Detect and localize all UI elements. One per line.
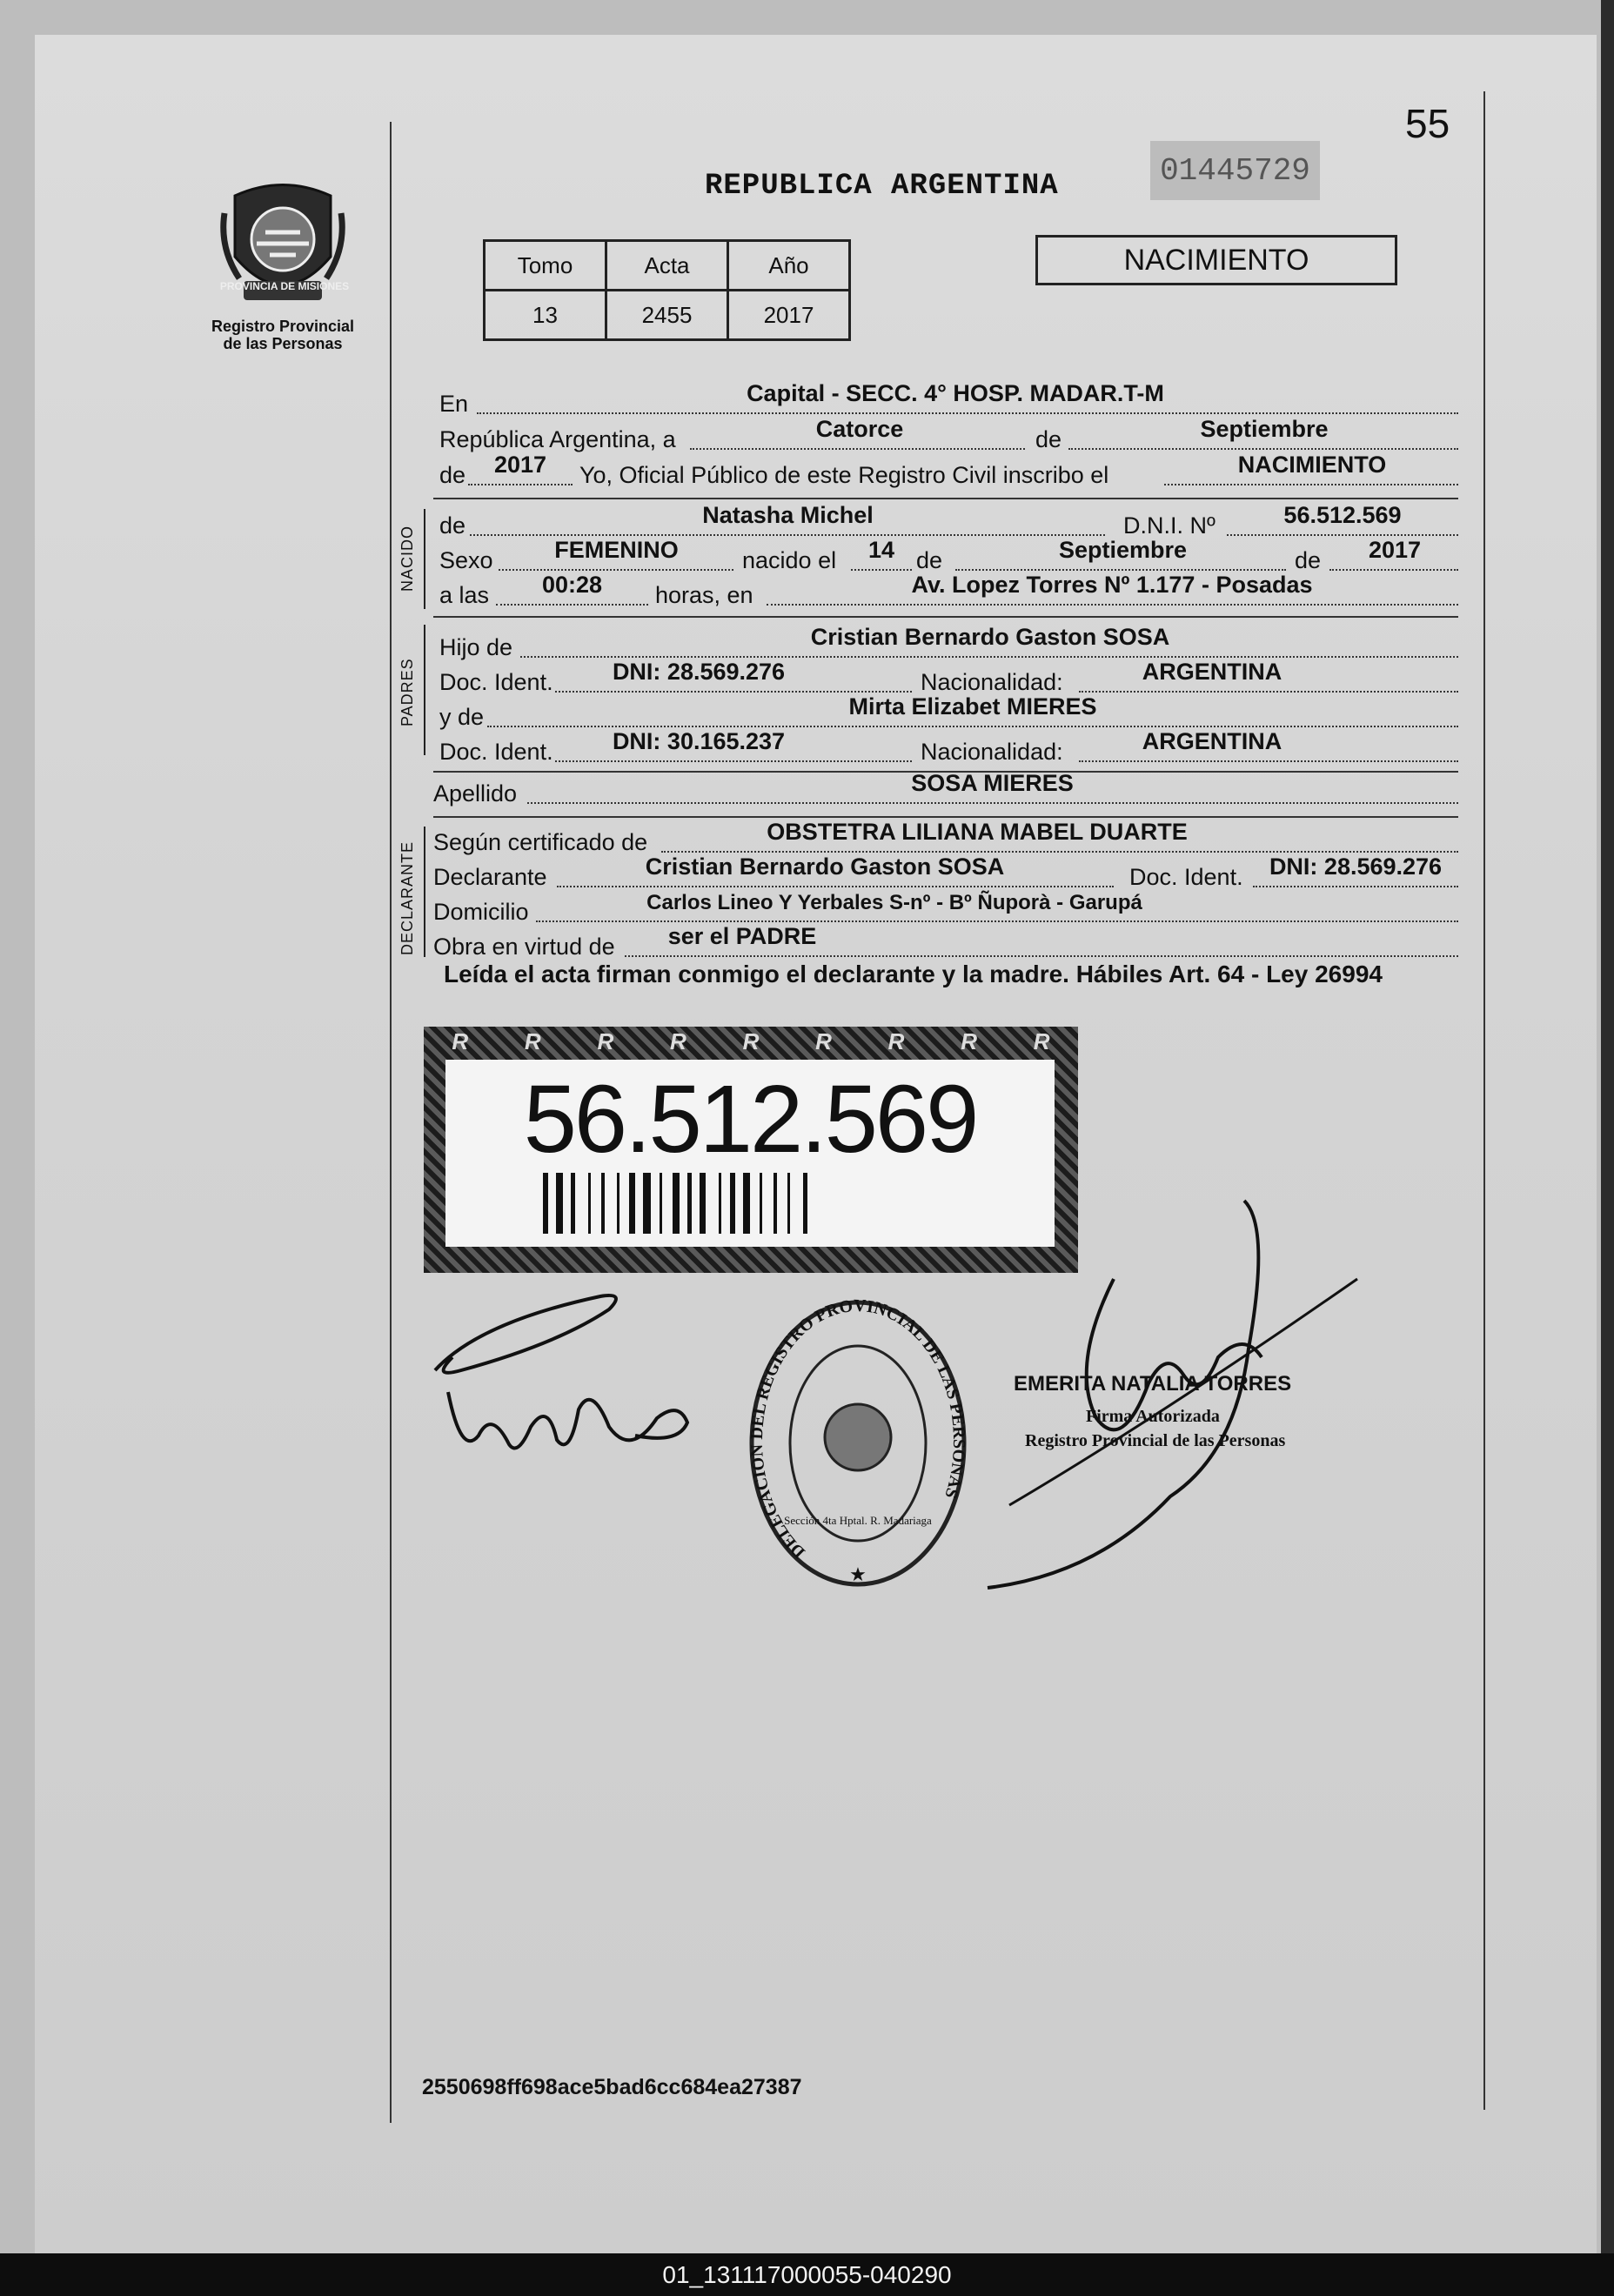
pattern-letter: R [1033, 1028, 1050, 1054]
record-header-acta: Acta [606, 241, 728, 291]
signature-right [983, 1192, 1366, 1601]
value-madre-nac: ARGENTINA [1142, 728, 1282, 754]
value-declarante-doc: DNI: 28.569.276 [1269, 853, 1443, 880]
value-lugar: Av. Lopez Torres Nº 1.177 - Posadas [911, 572, 1313, 598]
pattern-letter: R [452, 1028, 469, 1054]
value-nombre: Natasha Michel [702, 502, 874, 528]
value-apellido: SOSA MIERES [911, 770, 1074, 796]
row-y-de [433, 693, 1458, 731]
label-declarante: Declarante [433, 864, 547, 890]
value-hora: 00:28 [541, 572, 603, 598]
label-declarante-doc: Doc. Ident. [1129, 864, 1243, 890]
value-certificado: OBSTETRA LILIANA MABEL DUARTE [767, 819, 1188, 845]
label-obra: Obra en virtud de [433, 934, 615, 960]
label-hijo-de: Hijo de [439, 634, 513, 660]
value-en: Capital - SECC. 4° HOSP. MADAR.T-M [747, 380, 1164, 406]
label-en: En [439, 391, 469, 417]
signer-office: Registro Provincial de las Personas [1025, 1431, 1286, 1450]
row-en [433, 380, 1458, 418]
logo-caption [200, 318, 365, 352]
label-y-de: y de [439, 704, 485, 730]
row-hora [433, 574, 1458, 609]
seal-inner-text: Sección 4ta Hptal. R. Madariaga [784, 1514, 932, 1527]
label-nac-de: de [916, 547, 943, 573]
value-padre-nac: ARGENTINA [1142, 659, 1282, 685]
logo-caption-line2: de las Personas [223, 335, 343, 352]
value-dni: 56.512.569 [1283, 502, 1402, 528]
separator-4 [433, 816, 1458, 818]
label-nac-de2: de [1295, 547, 1322, 573]
value-domicilio: Carlos Lineo Y Yerbales S-nº - Bº Ñuporà - Garupá [646, 891, 1142, 914]
label-nacido-de: de [439, 512, 466, 539]
value-padre-doc: DNI: 28.569.276 [612, 659, 786, 685]
row-nacido-de [433, 502, 1458, 539]
separator-2 [433, 616, 1458, 618]
logo-text: PROVINCIA DE MISIONES [219, 280, 350, 292]
signer-role: Firma Autorizada [1086, 1407, 1220, 1426]
value-madre: Mirta Elizabet MIERES [848, 693, 1097, 720]
left-margin-line [390, 122, 392, 2123]
side-label-padres: PADRES [398, 658, 416, 726]
page-number: 55 [1405, 101, 1450, 146]
pattern-letter: R [742, 1028, 760, 1054]
record-table [483, 239, 851, 341]
logo-caption-line1: Registro Provincial [211, 318, 355, 335]
label-oficial: Yo, Oficial Público de este Registro Civil inscribo el [579, 462, 1109, 488]
document-title: REPUBLICA ARGENTINA [705, 170, 1059, 203]
row-obra [433, 923, 1458, 961]
sticker-pattern [424, 1027, 1078, 1056]
side-label-declarante: DECLARANTE [398, 840, 416, 955]
side-label-nacido: NACIDO [398, 525, 416, 592]
value-madre-doc: DNI: 30.165.237 [612, 728, 786, 754]
record-value-tomo: 13 [485, 291, 606, 340]
record-header-tomo: Tomo [485, 241, 606, 291]
label-padre-nac: Nacionalidad: [921, 669, 1063, 695]
bracket-declarante [424, 827, 425, 957]
label-apellido: Apellido [433, 780, 518, 807]
row-apellido [433, 770, 1458, 807]
sticker-panel [445, 1060, 1055, 1247]
row-sexo [433, 539, 1458, 574]
record-header-anio: Año [728, 241, 850, 291]
pattern-letter: R [887, 1028, 905, 1054]
barcode [543, 1173, 952, 1234]
value-anio: 2017 [493, 452, 547, 478]
row-padre-doc [433, 661, 1458, 696]
pattern-letter: R [670, 1028, 686, 1054]
value-dia: Catorce [815, 416, 904, 442]
row-domicilio [433, 891, 1458, 926]
record-value-acta: 2455 [606, 291, 728, 340]
pattern-letter: R [597, 1028, 614, 1054]
dni-sticker [424, 1027, 1078, 1273]
label-sexo: Sexo [439, 547, 493, 573]
pattern-letter: R [961, 1028, 977, 1054]
label-republica: República Argentina, a [439, 426, 676, 452]
label-de2: de [439, 462, 466, 488]
value-obra: ser el PADRE [667, 923, 817, 949]
document-hash: 2550698ff698ace5bad6cc684ea27387 [422, 2075, 802, 2099]
label-nacido-el: nacido el [742, 547, 837, 573]
row-hijo-de [433, 626, 1458, 661]
label-de: de [1035, 426, 1062, 452]
label-horas-en: horas, en [655, 582, 753, 608]
record-value-anio: 2017 [728, 291, 850, 340]
value-mes: Septiembre [1200, 416, 1329, 442]
row-madre-doc [433, 728, 1458, 766]
signature-left [426, 1270, 713, 1488]
label-madre-doc: Doc. Ident. [439, 739, 553, 765]
right-margin-line [1483, 91, 1485, 2110]
serial-number: 01445729 [1150, 141, 1320, 200]
label-domicilio: Domicilio [433, 899, 529, 925]
pattern-letter: R [524, 1028, 541, 1054]
row-certificado [433, 821, 1458, 856]
label-madre-nac: Nacionalidad: [921, 739, 1063, 765]
document-type-box: NACIMIENTO [1035, 235, 1397, 285]
label-a-las: a las [439, 582, 490, 608]
value-sexo: FEMENINO [554, 537, 679, 563]
signer-name: EMERITA NATALIA TORRES [1014, 1372, 1292, 1396]
svg-text:★: ★ [849, 1563, 867, 1585]
separator-1 [433, 498, 1458, 499]
bracket-padres [424, 625, 425, 755]
row-oficial [433, 454, 1458, 489]
seal-outer-text: DELEGACION DEL REGISTRO PROVINCIAL DE LAS PERSONAS [747, 1295, 969, 1563]
row-declarante [433, 853, 1458, 891]
value-padre: Cristian Bernardo Gaston SOSA [810, 624, 1170, 650]
closing-text: Leída el acta firman conmigo el declarante y la madre. Hábiles Art. 64 - Ley 26994 [444, 961, 1383, 987]
sticker-number: 56.512.569 [523, 1066, 977, 1173]
value-inscribo: NACIMIENTO [1237, 452, 1387, 478]
row-republica [433, 418, 1458, 453]
value-nac-anio: 2017 [1368, 537, 1422, 563]
pattern-letter: R [815, 1028, 832, 1054]
official-round-seal [744, 1294, 972, 1594]
bracket-nacido [424, 509, 425, 609]
label-padre-doc: Doc. Ident. [439, 669, 553, 695]
value-nac-dia: 14 [867, 537, 895, 563]
label-certificado: Según certificado de [433, 829, 648, 855]
value-nac-mes: Septiembre [1058, 537, 1188, 563]
label-dni: D.N.I. Nº [1123, 512, 1216, 539]
footer-id-bar: 01_131117000055-040290 [0, 2253, 1614, 2296]
value-declarante: Cristian Bernardo Gaston SOSA [645, 853, 1005, 880]
